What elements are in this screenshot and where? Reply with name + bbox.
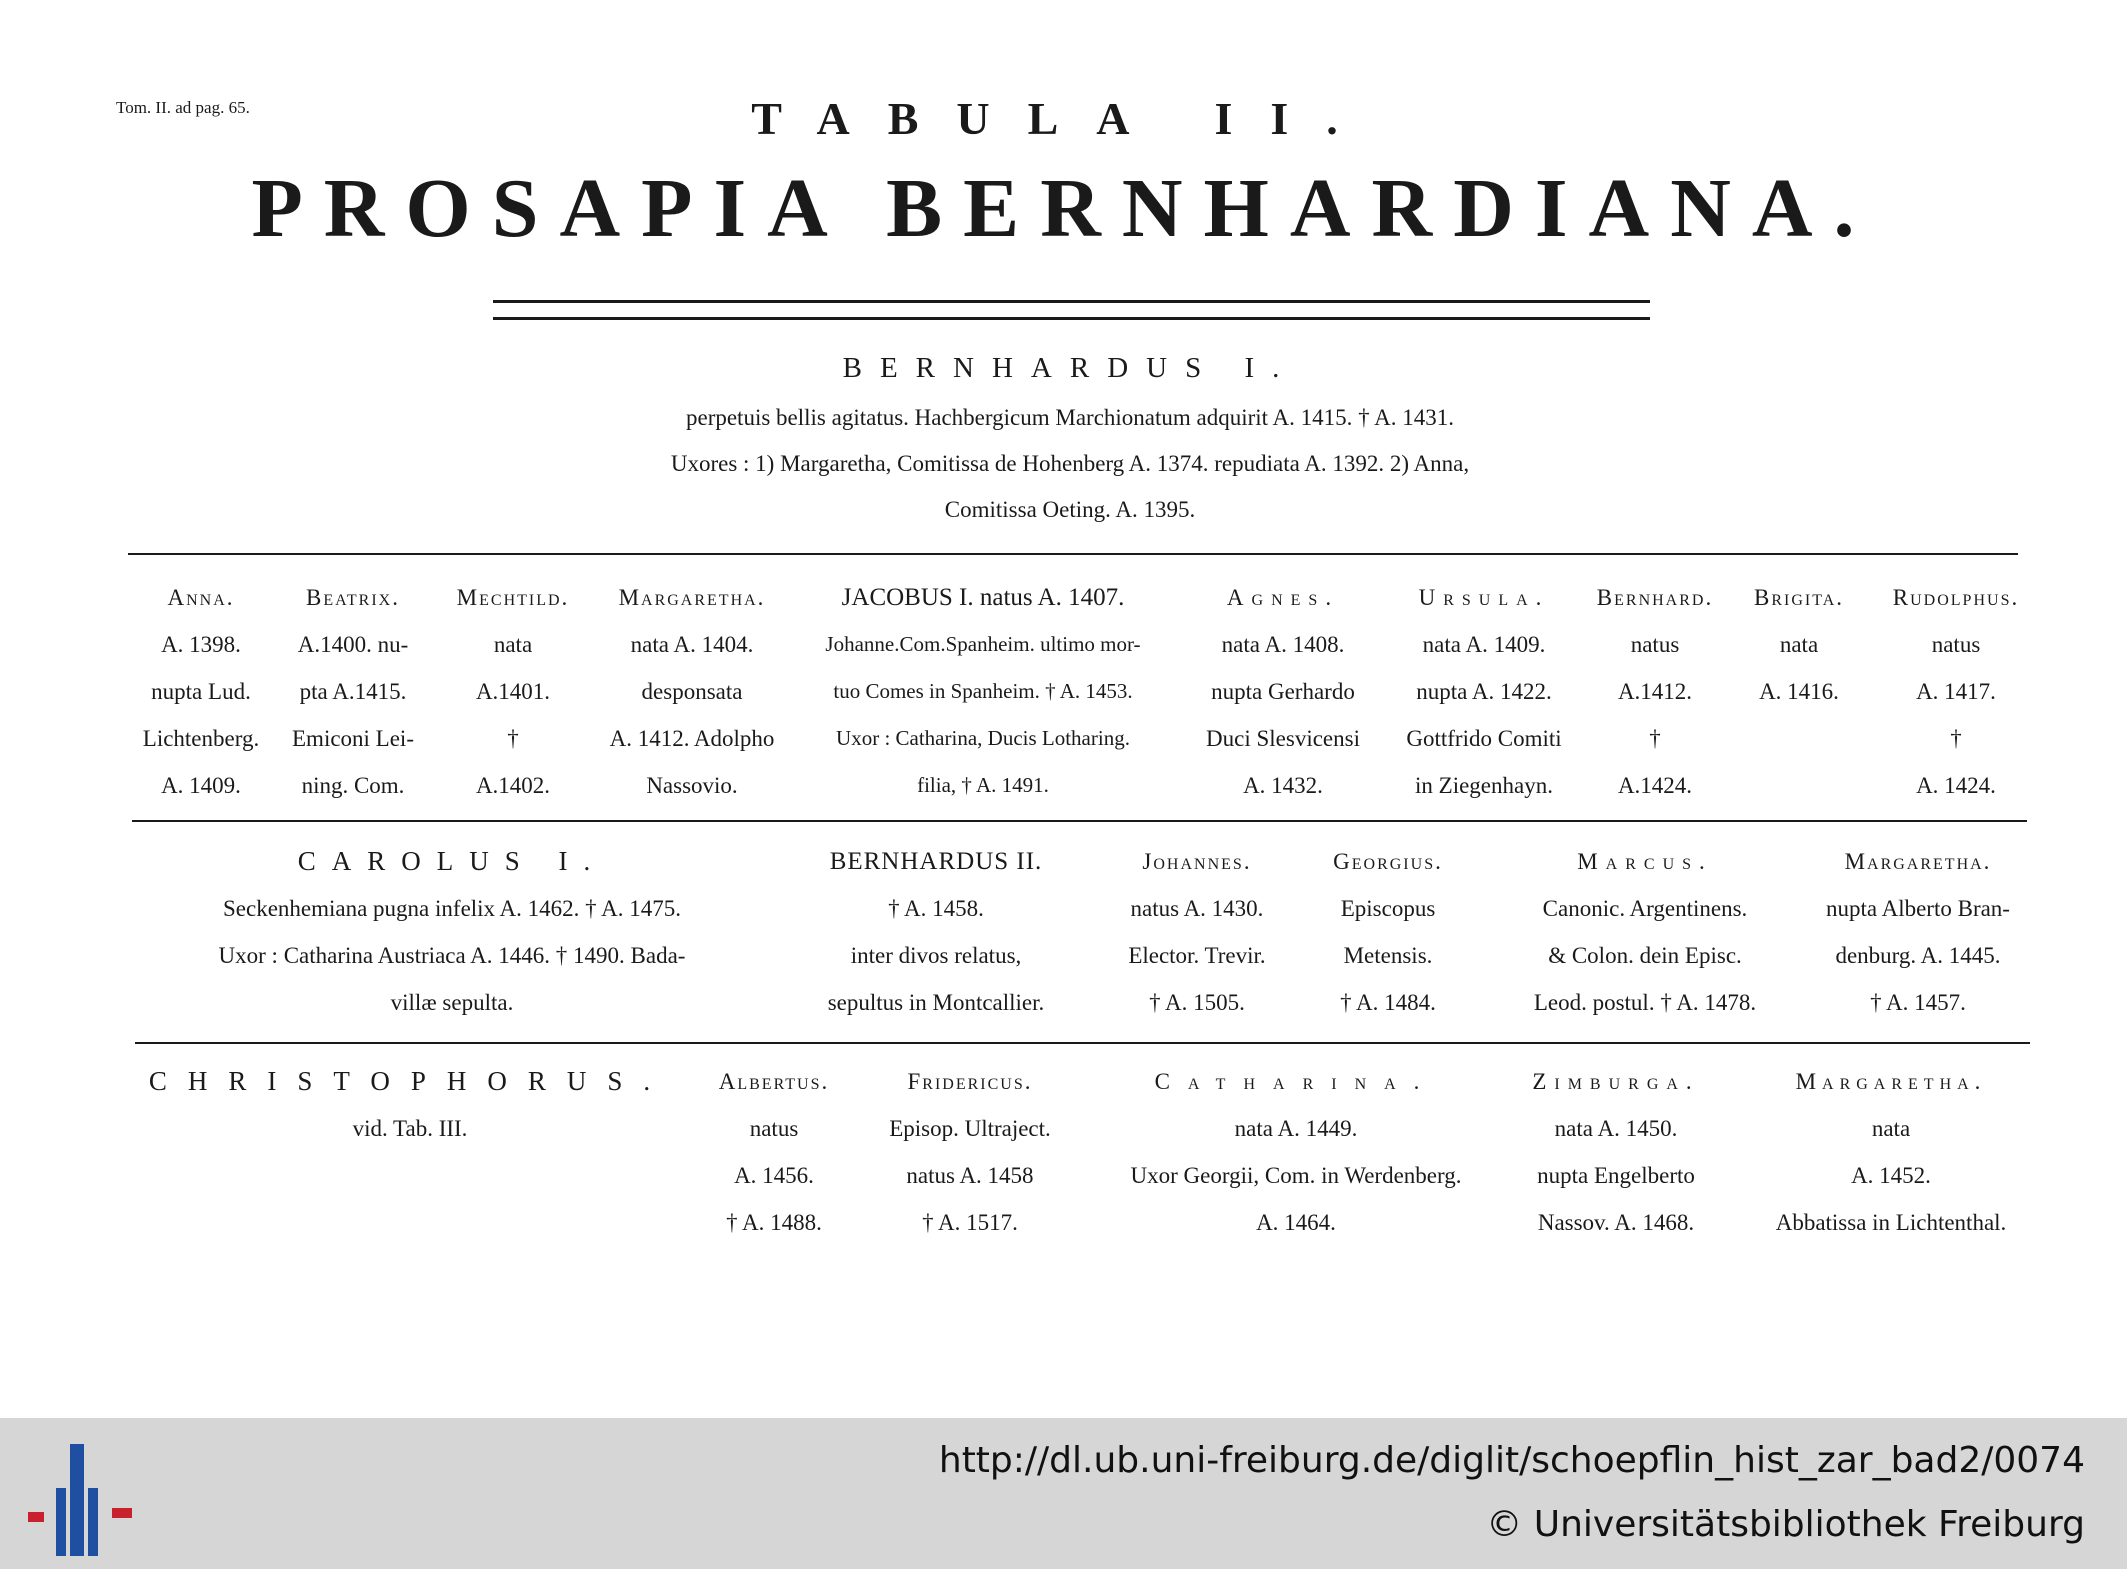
person-entry	[1800, 838, 2036, 1026]
person-detail: Episop. Ultraject.	[889, 1116, 1051, 1141]
person-detail: denburg. A. 1445.	[1835, 943, 2001, 968]
person-entry	[1183, 574, 1383, 809]
person-detail: Duci Slesvicensi	[1206, 726, 1360, 751]
person-detail: nata	[493, 632, 533, 657]
founder-line: Uxores : 1) Margaretha, Comitissa de Hohenberg A. 1374. repudiata A. 1392. 2) Anna,	[670, 451, 1470, 476]
person-detail: nupta Lud.	[151, 679, 251, 704]
person-name: Margaretha.	[1844, 849, 1992, 874]
person-detail: nupta Gerhardo	[1211, 679, 1355, 704]
person-name: JACOBUS I. natus A. 1407.	[841, 584, 1125, 611]
person-entry	[132, 838, 772, 1026]
person-detail: in Ziegenhayn.	[1415, 773, 1553, 798]
founder-block	[480, 352, 1660, 533]
person-detail: nupta A. 1422.	[1416, 679, 1552, 704]
permalink-url[interactable]: http://dl.ub.uni-freiburg.de/diglit/schoepflin_hist_zar_bad2/0074	[938, 1440, 2085, 1481]
founder-name: BERNHARDUS I.	[842, 352, 1298, 384]
person-detail: A. 1456.	[734, 1163, 814, 1188]
person-detail: Leod. postul. † A. 1478.	[1533, 990, 1757, 1015]
person-detail: A. 1452.	[1851, 1163, 1931, 1188]
person-detail: A. 1398.	[161, 632, 241, 657]
generation-divider	[135, 1042, 2030, 1044]
person-name: Marcus.	[1577, 849, 1713, 874]
person-detail: nata	[1871, 1116, 1911, 1141]
person-name: Margaretha.	[1795, 1069, 1987, 1094]
generation-divider	[128, 553, 2018, 555]
person-name: CHRISTOPHORUS.	[148, 1066, 672, 1096]
person-detail: vid. Tab. III.	[352, 1116, 468, 1141]
generation-divider	[132, 820, 2027, 822]
person-name: Margaretha.	[618, 585, 766, 610]
person-detail: nata	[1779, 632, 1819, 657]
person-detail: Uxor : Catharina, Ducis Lotharing.	[836, 726, 1130, 750]
founder-line: Comitissa Oeting. A. 1395.	[944, 497, 1196, 522]
person-detail: A.1424.	[1617, 773, 1693, 798]
person-detail: Gottfrido Comiti	[1406, 726, 1562, 751]
person-detail: †	[1649, 726, 1661, 751]
person-detail: Elector. Trevir.	[1128, 943, 1266, 968]
person-detail: Uxor Georgii, Com. in Werdenberg.	[1130, 1163, 1462, 1188]
person-detail: nata A. 1409.	[1422, 632, 1546, 657]
person-detail: tuo Comes in Spanheim. † A. 1453.	[833, 679, 1133, 703]
person-detail: pta A.1415.	[299, 679, 407, 704]
person-detail: A.1400. nu-	[297, 632, 409, 657]
person-entry	[130, 1058, 690, 1152]
page-reference: Tom. II. ad pag. 65.	[116, 98, 250, 117]
person-detail: Abbatissa in Lichtenthal.	[1775, 1210, 2007, 1235]
person-name: Mechtild.	[456, 585, 570, 610]
person-detail: A.1401.	[475, 679, 551, 704]
person-detail: A. 1409.	[161, 773, 241, 798]
founder-line: perpetuis bellis agitatus. Hachbergicum Marchionatum adquirit A. 1415. † A. 1431.	[685, 405, 1455, 430]
person-entry	[692, 1058, 856, 1246]
person-detail: †	[1950, 726, 1962, 751]
person-name: CAROLUS I.	[297, 846, 607, 876]
person-detail: † A. 1484.	[1340, 990, 1436, 1015]
person-detail: nupta Alberto Bran-	[1826, 896, 2010, 921]
person-detail: † A. 1505.	[1149, 990, 1245, 1015]
person-detail: villæ sepulta.	[390, 990, 514, 1015]
person-entry	[1096, 1058, 1496, 1246]
person-detail: Lichtenberg.	[142, 726, 260, 751]
person-detail: Emiconi Lei-	[292, 726, 414, 751]
person-entry	[788, 838, 1084, 1026]
logo-bar	[56, 1488, 66, 1556]
person-detail: Episcopus	[1340, 896, 1436, 921]
person-entry	[278, 574, 428, 809]
person-name: Fridericus.	[907, 1069, 1033, 1094]
person-detail: Nassov. A. 1468.	[1537, 1210, 1695, 1235]
person-detail: A. 1432.	[1243, 773, 1323, 798]
person-name: Johannes.	[1142, 849, 1252, 874]
person-detail: sepultus in Montcallier.	[827, 990, 1045, 1015]
person-detail: nata A. 1404.	[630, 632, 754, 657]
person-detail: A. 1424.	[1916, 773, 1996, 798]
person-detail: nata A. 1408.	[1221, 632, 1345, 657]
person-name: Beatrix.	[306, 585, 400, 610]
person-detail: † A. 1457.	[1870, 990, 1966, 1015]
person-detail: desponsata	[641, 679, 743, 704]
person-detail: natus A. 1430.	[1130, 896, 1264, 921]
person-detail: Metensis.	[1343, 943, 1433, 968]
double-rule-divider	[493, 300, 1650, 320]
person-detail: A. 1416.	[1759, 679, 1839, 704]
person-detail: natus A. 1458	[906, 1163, 1034, 1188]
person-detail: † A. 1458.	[888, 896, 984, 921]
person-entry	[798, 574, 1168, 809]
person-name: Albertus.	[718, 1069, 830, 1094]
person-detail: natus	[1931, 632, 1981, 657]
person-detail: natus	[1630, 632, 1680, 657]
person-entry	[126, 574, 276, 809]
person-detail: A. 1417.	[1916, 679, 1996, 704]
person-entry	[1738, 574, 1860, 715]
person-detail: A. 1464.	[1256, 1210, 1336, 1235]
person-detail: filia, † A. 1491.	[917, 773, 1049, 797]
person-entry	[1391, 574, 1577, 809]
viewer-footer	[0, 1418, 2127, 1569]
person-detail: nupta Engelberto	[1537, 1163, 1695, 1188]
page-title: PROSAPIA BERNHARDIANA.	[251, 162, 1876, 255]
person-detail: natus	[749, 1116, 799, 1141]
person-detail: Uxor : Catharina Austriaca A. 1446. † 1490. Bada-	[218, 943, 686, 968]
person-detail: inter divos relatus,	[850, 943, 1022, 968]
person-name: Brigita.	[1753, 585, 1845, 610]
person-entry	[1746, 1058, 2036, 1246]
copyright-notice: © Universitätsbibliothek Freiburg	[1486, 1504, 2085, 1545]
person-detail: nata A. 1450.	[1554, 1116, 1678, 1141]
tabula-heading: TABULA II.	[751, 93, 1376, 144]
person-name: BERNHARDUS II.	[829, 848, 1043, 875]
person-detail: † A. 1517.	[922, 1210, 1018, 1235]
person-detail: ning. Com.	[301, 773, 405, 798]
person-entry	[870, 1058, 1070, 1246]
person-detail: nata A. 1449.	[1234, 1116, 1358, 1141]
person-detail: Canonic. Argentinens.	[1542, 896, 1748, 921]
person-entry	[1516, 1058, 1716, 1246]
person-name: Rudolphus.	[1892, 585, 2020, 610]
person-entry	[1866, 574, 2046, 809]
person-name: Agnes.	[1226, 585, 1340, 610]
person-entry	[1510, 838, 1780, 1026]
logo-bar	[70, 1444, 84, 1556]
person-detail: Johanne.Com.Spanheim. ultimo mor-	[825, 632, 1141, 656]
logo-bar	[88, 1488, 98, 1556]
person-entry	[1300, 838, 1476, 1026]
person-detail: A.1402.	[475, 773, 551, 798]
logo-dash	[28, 1512, 44, 1522]
person-detail: A.1412.	[1617, 679, 1693, 704]
person-detail: A. 1412. Adolpho	[609, 726, 775, 751]
person-entry	[594, 574, 790, 809]
person-detail: Seckenhemiana pugna infelix A. 1462. † A. 1475.	[222, 896, 681, 921]
person-name: Anna.	[167, 585, 235, 610]
person-name: Catharina.	[1154, 1069, 1438, 1094]
person-detail: Nassovio.	[646, 773, 738, 798]
person-detail: † A. 1488.	[726, 1210, 822, 1235]
person-entry	[442, 574, 584, 809]
person-name: Ursula.	[1418, 585, 1550, 610]
person-name: Zimburga.	[1532, 1069, 1700, 1094]
logo-dash	[112, 1508, 132, 1518]
ub-freiburg-logo-icon	[28, 1444, 132, 1556]
person-detail: †	[507, 726, 519, 751]
person-entry	[1104, 838, 1290, 1026]
person-name: Bernhard.	[1596, 585, 1714, 610]
person-detail: & Colon. dein Episc.	[1548, 943, 1742, 968]
person-entry	[1582, 574, 1728, 809]
person-name: Georgius.	[1333, 849, 1443, 874]
